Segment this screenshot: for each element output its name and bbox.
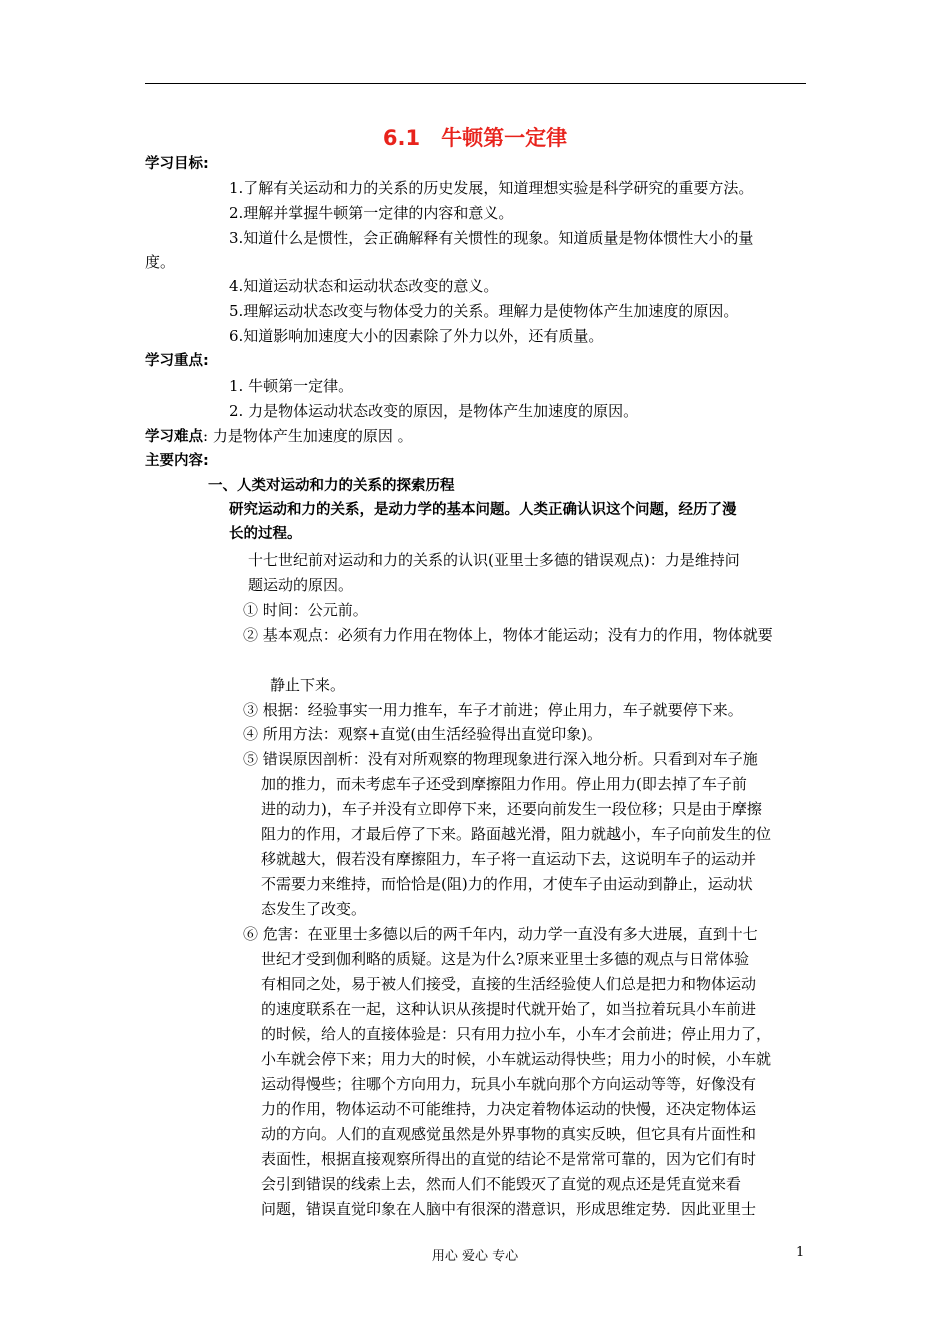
point-view-continued: 静止下来。	[270, 676, 346, 694]
goal-item: 1.了解有关运动和力的关系的历史发展，知道理想实验是科学研究的重要方法。	[229, 179, 754, 197]
goal-item: 6.知道影响加速度大小的因素除了外力以外，还有质量。	[229, 327, 604, 345]
point-harm-line: 有相同之处，易于被人们接受，直接的生活经验使人们总是把力和物体运动	[261, 975, 757, 993]
point-harm-line: 运动得慢些；往哪个方向用力，玩具小车就向那个方向运动等等，好像没有	[261, 1075, 757, 1093]
point-harm-line: 的速度联系在一起，这种认识从孩提时代就开始了，如当拉着玩具小车前进	[261, 1000, 757, 1018]
page-number: 1	[796, 1245, 805, 1260]
point-analysis: ⑤ 错误原因剖析：没有对所观察的物理现象进行深入地分析。只看到对车子施	[243, 750, 758, 768]
keypoint-item: 2. 力是物体运动状态改变的原因，是物体产生加速度的原因。	[229, 402, 639, 420]
point-analysis-line: 进的动力)，车子并没有立即停下来，还要向前发生一段位移；只是由于摩擦	[261, 800, 762, 818]
goal-item: 4.知道运动状态和运动状态改变的意义。	[229, 277, 499, 295]
difficulty-row	[145, 424, 413, 449]
intro-line: 研究运动和力的关系，是动力学的基本问题。人类正确认识这个问题，经历了漫	[229, 502, 737, 518]
header-rule	[145, 83, 806, 84]
point-harm-line: 力的作用，物体运动不可能维持，力决定着物体运动的快慢，还决定物体运	[261, 1100, 757, 1118]
point-harm-line: 小车就会停下来；用力大的时候，小车就运动得快些；用力小的时候，小车就	[261, 1050, 772, 1068]
point-harm-line: 会引到错误的线索上去，然而人们不能毁灭了直觉的观点还是凭直觉来看	[261, 1175, 742, 1193]
point-harm-line: 表面性，根据直接观察所得出的直觉的结论不是常常可靠的，因为它们有时	[261, 1150, 757, 1168]
point-method: ④ 所用方法：观察+直觉(由生活经验得出直觉印象)。	[243, 725, 603, 743]
difficulty-text: : 力是物体产生加速度的原因 。	[203, 427, 413, 445]
point-analysis-line: 阻力的作用，才最后停了下来。路面越光滑，阻力就越小，车子向前发生的位	[261, 825, 772, 843]
intro-line: 长的过程。	[229, 526, 302, 542]
aristotle-line: 题运动的原因。	[248, 576, 354, 594]
keypoint-item: 1. 牛顿第一定律。	[229, 377, 354, 395]
point-harm-line: 世纪才受到伽利略的质疑。这是为什么?原来亚里士多德的观点与日常体验	[261, 950, 750, 968]
point-analysis-line: 移就越大，假若没有摩擦阻力，车子将一直运动下去，这说明车子的运动并	[261, 850, 757, 868]
point-harm-line: 问题，错误直觉印象在人脑中有很深的潜意识，形成思维定势．因此亚里士	[261, 1200, 757, 1218]
point-analysis-line: 态发生了改变。	[261, 900, 367, 918]
section-heading: 一、人类对运动和力的关系的探索历程	[208, 478, 455, 494]
point-time: ① 时间：公元前。	[243, 601, 368, 619]
point-analysis-line: 不需要力来维持，而恰恰是(阻)力的作用，才使车子由运动到静止，运动状	[261, 875, 753, 893]
point-harm-line: 的时候，给人的直接体验是：只有用力拉小车，小车才会前进；停止用力了，	[261, 1025, 772, 1043]
goal-item: 3.知道什么是惯性，会正确解释有关惯性的现象。知道质量是物体惯性大小的量	[229, 229, 754, 247]
goal-item-continued: 度。	[145, 253, 176, 271]
goal-item: 2.理解并掌握牛顿第一定律的内容和意义。	[229, 204, 514, 222]
page-title: 6.1 牛顿第一定律	[382, 126, 568, 150]
goals-heading: 学习目标:	[145, 156, 209, 172]
content-heading: 主要内容:	[145, 453, 209, 469]
point-harm: ⑥ 危害：在亚里士多德以后的两千年内，动力学一直没有多大进展，直到十七	[243, 925, 758, 943]
difficulty-heading: 学习难点	[145, 429, 203, 445]
point-basis: ③ 根据：经验事实一用力推车，车子才前进；停止用力，车子就要停下来。	[243, 701, 743, 719]
aristotle-line: 十七世纪前对运动和力的关系的认识(亚里士多德的错误观点)：力是维持问	[248, 551, 740, 569]
keypoints-heading: 学习重点:	[145, 353, 209, 369]
point-view: ② 基本观点：必须有力作用在物体上，物体才能运动；没有力的作用，物体就要	[243, 626, 773, 644]
point-analysis-line: 加的推力，而未考虑车子还受到摩擦阻力作用。停止用力(即去掉了车子前	[261, 775, 747, 793]
point-harm-line: 动的方向。人们的直观感觉虽然是外界事物的真实反映，但它具有片面性和	[261, 1125, 757, 1143]
footer-text: 用心 爱心 专心	[431, 1249, 519, 1264]
goal-item: 5.理解运动状态改变与物体受力的关系。理解力是使物体产生加速度的原因。	[229, 302, 739, 320]
